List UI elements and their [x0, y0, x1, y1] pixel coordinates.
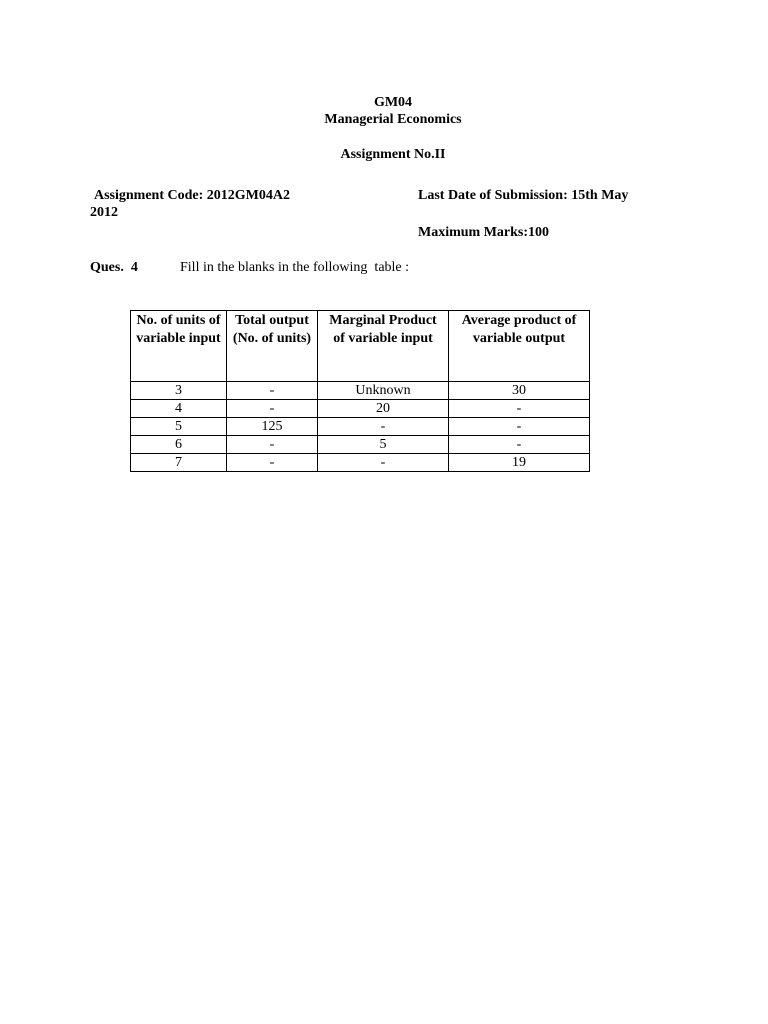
table-row: [131, 382, 590, 400]
table-cell: -: [318, 454, 449, 472]
question-number: Ques. 4: [90, 260, 138, 275]
table-cell: -: [227, 436, 318, 454]
assignment-code-year: 2012: [90, 205, 118, 220]
table-cell: 125: [227, 418, 318, 436]
table-cell: -: [449, 418, 590, 436]
production-table: [130, 310, 590, 472]
table-cell: Unknown: [318, 382, 449, 400]
maximum-marks: Maximum Marks:100: [418, 225, 550, 240]
header-marginal-product: Marginal Product of variable input: [318, 311, 449, 382]
table-cell: -: [227, 382, 318, 400]
table-cell: 30: [449, 382, 590, 400]
table-header-row: [131, 311, 590, 382]
table-cell: -: [318, 418, 449, 436]
assignment-code: Assignment Code: 2012GM04A2: [94, 188, 290, 203]
last-date-of-submission: Last Date of Submission: 15th May: [418, 188, 629, 203]
table-cell: 5: [318, 436, 449, 454]
table-cell: 7: [131, 454, 227, 472]
table-cell: -: [227, 454, 318, 472]
table-cell: -: [449, 436, 590, 454]
course-code: GM04: [373, 95, 413, 110]
table-cell: 5: [131, 418, 227, 436]
table-cell: 19: [449, 454, 590, 472]
header-units-variable-input: No. of units of variable input: [131, 311, 227, 382]
table-row: [131, 418, 590, 436]
course-name: Managerial Economics: [324, 112, 462, 127]
table-cell: 3: [131, 382, 227, 400]
table-row: [131, 454, 590, 472]
table-row: [131, 436, 590, 454]
table-cell: 4: [131, 400, 227, 418]
table-cell: -: [449, 400, 590, 418]
table-row: [131, 400, 590, 418]
table-cell: 6: [131, 436, 227, 454]
assignment-title: Assignment No.II: [340, 147, 446, 162]
question-text: Fill in the blanks in the following table :: [180, 260, 410, 275]
header-average-product: Average product of variable output: [449, 311, 590, 382]
table-cell: -: [227, 400, 318, 418]
table-cell: 20: [318, 400, 449, 418]
header-total-output: Total output (No. of units): [227, 311, 318, 382]
